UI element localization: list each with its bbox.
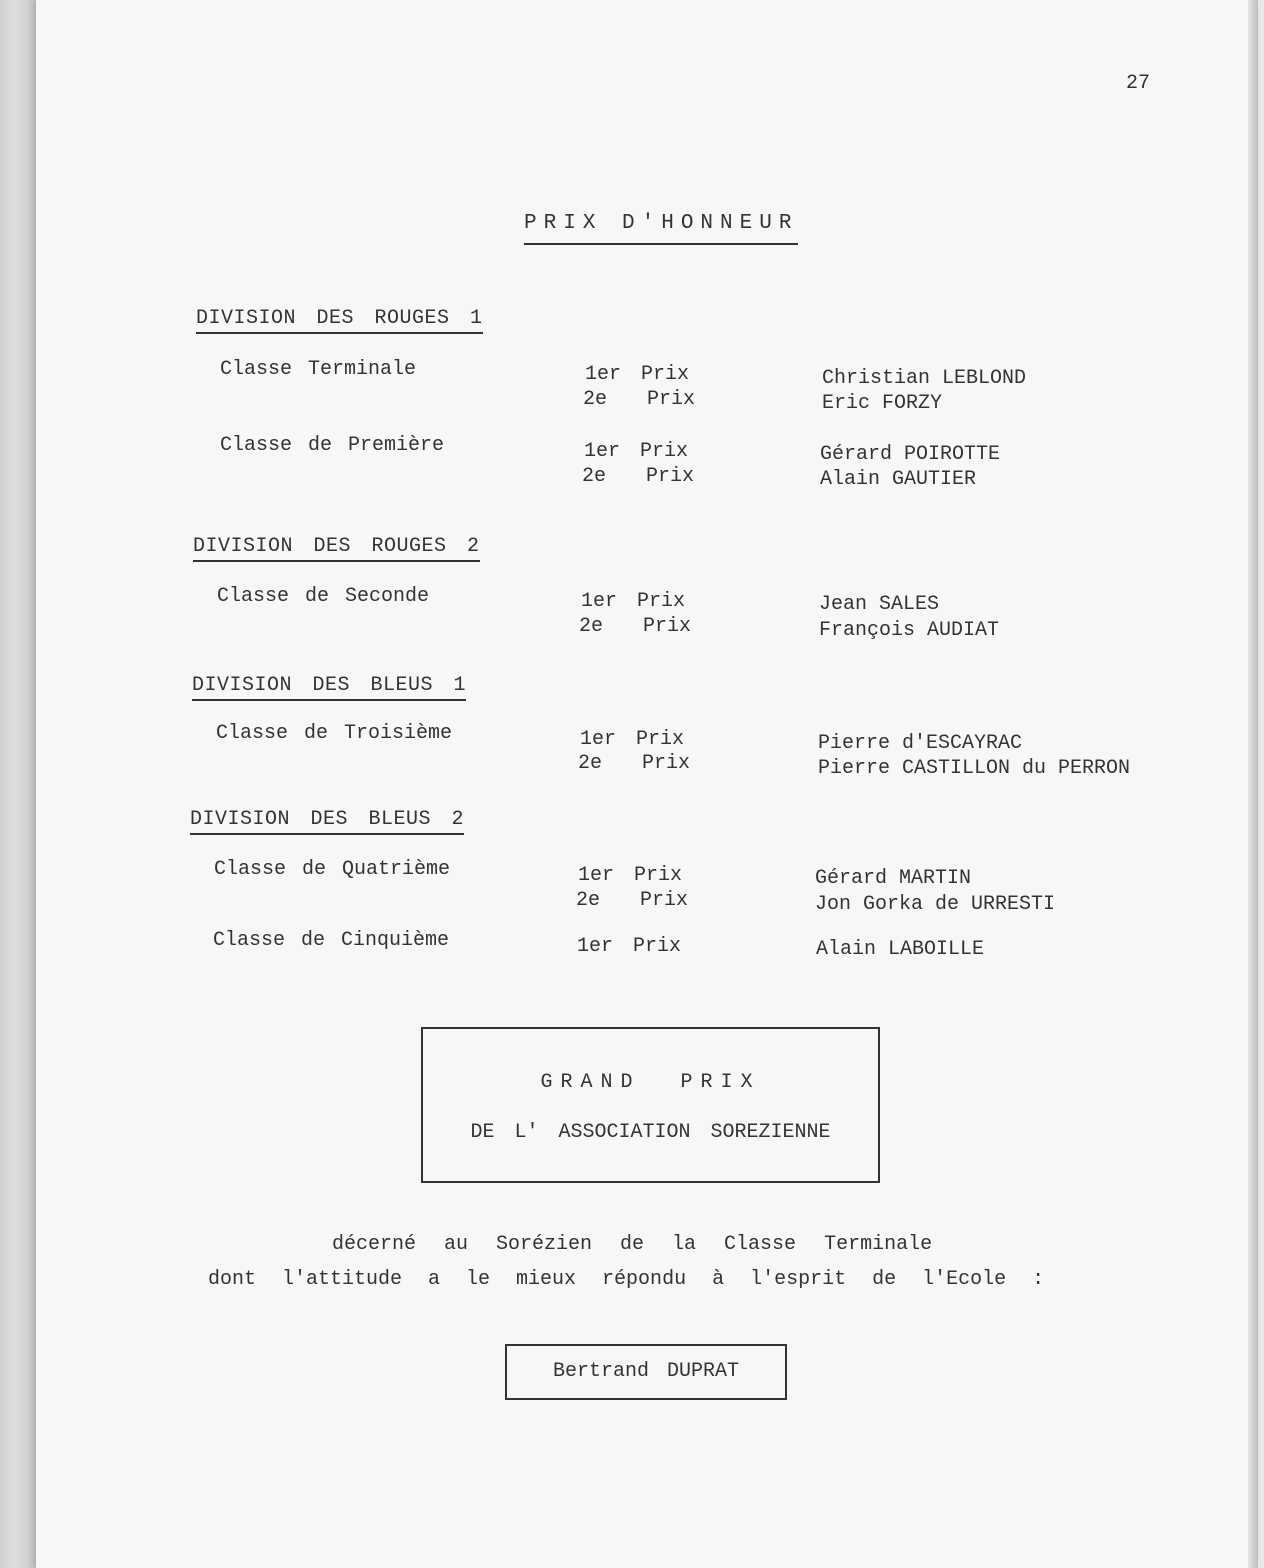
page-title: PRIX D'HONNEUR bbox=[524, 212, 798, 245]
prize-label: 2e Prix bbox=[578, 752, 691, 775]
class-name: Classe de Cinquième bbox=[213, 929, 450, 952]
prize-label: 2e Prix bbox=[579, 615, 692, 638]
winner-name: Jean SALES bbox=[819, 593, 940, 616]
prize-label: 2e Prix bbox=[582, 465, 695, 488]
grand-prix-winner: Bertrand DUPRAT bbox=[552, 1360, 740, 1383]
document-page bbox=[36, 0, 1258, 1568]
page-edge bbox=[1248, 0, 1258, 1568]
class-name: Classe Terminale bbox=[220, 358, 417, 381]
grand-prix-winner-box bbox=[505, 1344, 787, 1400]
winner-name: Alain GAUTIER bbox=[820, 468, 977, 491]
division-heading: DIVISION DES ROUGES 1 bbox=[196, 307, 483, 334]
winner-name: Eric FORZY bbox=[822, 392, 943, 415]
prize-label: 1er Prix bbox=[584, 440, 689, 463]
binding-edge bbox=[0, 0, 36, 1568]
winner-name: Gérard POIROTTE bbox=[820, 443, 1001, 466]
page-number: 27 bbox=[1126, 72, 1151, 95]
class-name: Classe de Première bbox=[220, 434, 445, 457]
prize-label: 1er Prix bbox=[577, 935, 682, 958]
winner-name: François AUDIAT bbox=[819, 619, 1000, 642]
grand-prix-box bbox=[421, 1027, 880, 1183]
division-heading: DIVISION DES BLEUS 2 bbox=[190, 808, 464, 835]
winner-name: Gérard MARTIN bbox=[815, 867, 972, 890]
class-name: Classe de Seconde bbox=[217, 585, 430, 608]
statement-line-2: dont l'attitude a le mieux répondu à l'esprit de l'Ecole : bbox=[208, 1268, 1045, 1291]
winner-name: Pierre d'ESCAYRAC bbox=[818, 732, 1023, 755]
prize-label: 2e Prix bbox=[583, 388, 696, 411]
grand-prix-title: GRAND PRIX bbox=[540, 1071, 761, 1094]
winner-name: Jon Gorka de URRESTI bbox=[815, 893, 1056, 916]
prize-label: 2e Prix bbox=[576, 889, 689, 912]
prize-label: 1er Prix bbox=[580, 728, 685, 751]
division-heading: DIVISION DES ROUGES 2 bbox=[193, 535, 480, 562]
class-name: Classe de Troisième bbox=[216, 722, 453, 745]
grand-prix-subtitle: DE L' ASSOCIATION SOREZIENNE bbox=[470, 1121, 831, 1144]
prize-label: 1er Prix bbox=[585, 363, 690, 386]
winner-name: Alain LABOILLE bbox=[816, 938, 985, 961]
winner-name: Pierre CASTILLON du PERRON bbox=[818, 757, 1131, 780]
prize-label: 1er Prix bbox=[581, 590, 686, 613]
prize-label: 1er Prix bbox=[578, 864, 683, 887]
statement-line-1: décerné au Sorézien de la Classe Terminale bbox=[332, 1233, 933, 1256]
winner-name: Christian LEBLOND bbox=[822, 367, 1027, 390]
division-heading: DIVISION DES BLEUS 1 bbox=[192, 674, 466, 701]
class-name: Classe de Quatrième bbox=[214, 858, 451, 881]
